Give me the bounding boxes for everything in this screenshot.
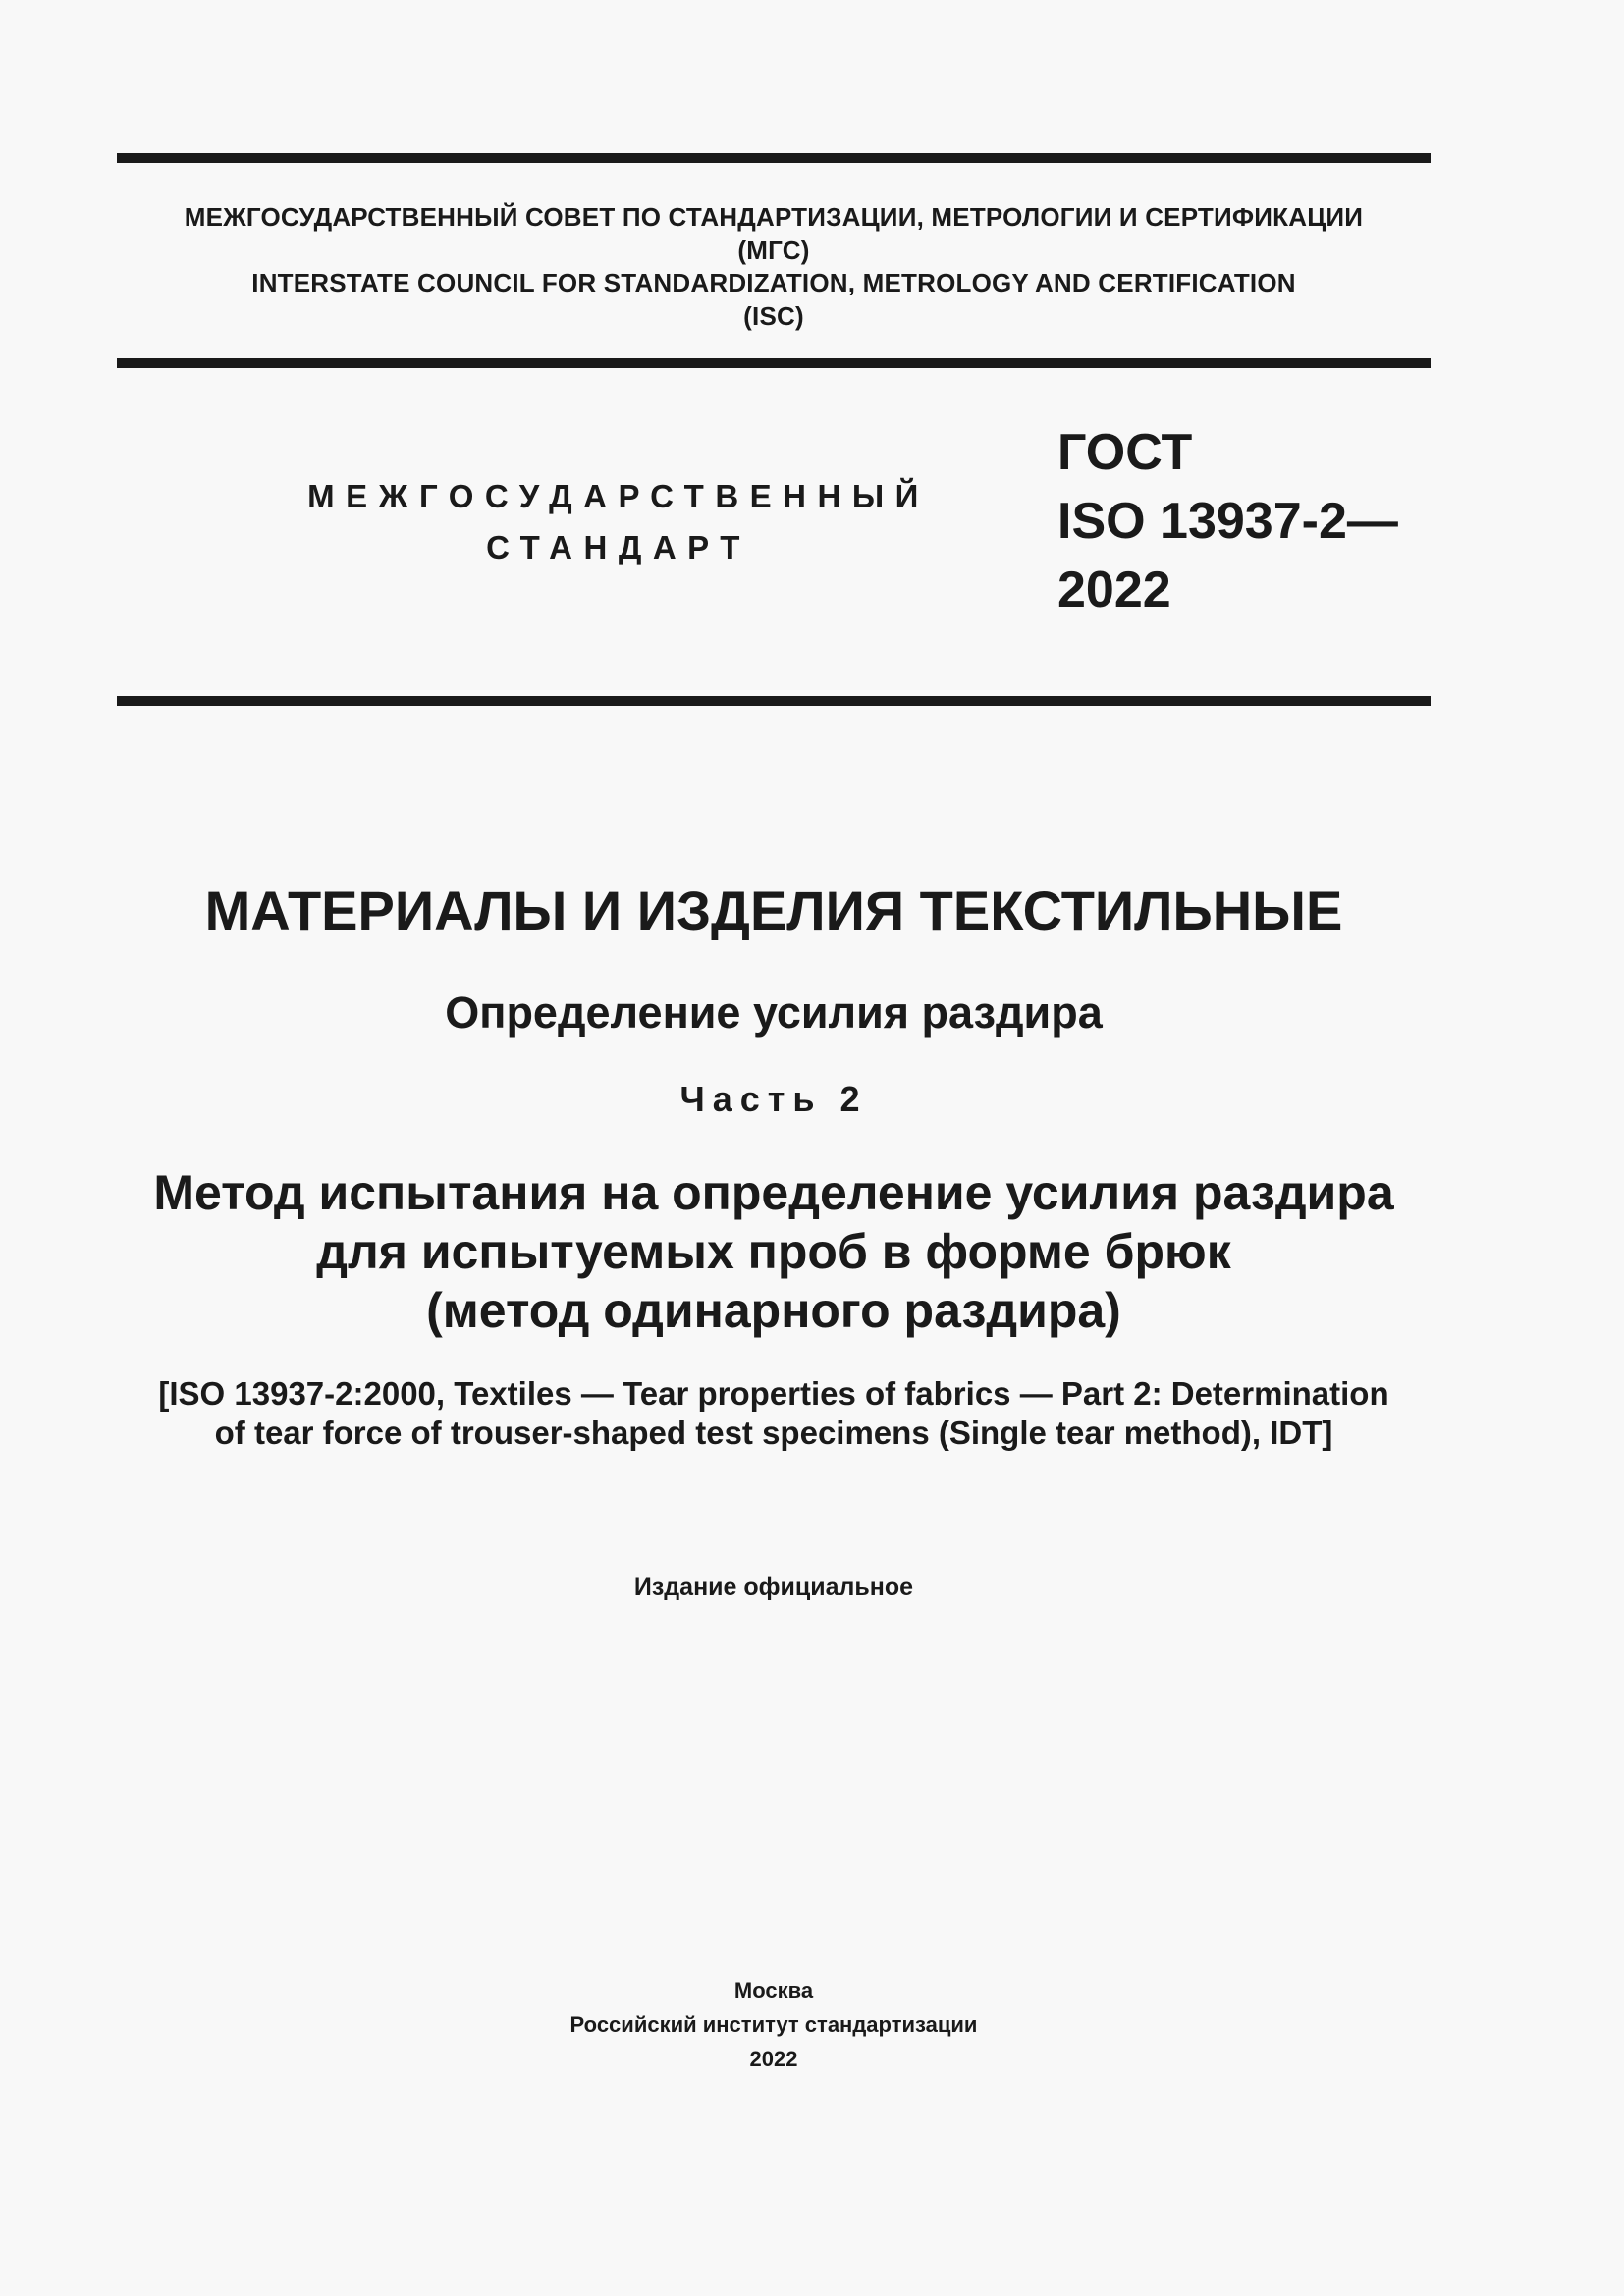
council-header [117,201,1431,333]
subtitle: Определение усилия раздира [445,988,1103,1038]
designation-line3: 2022 [1057,561,1171,618]
main-title: МАТЕРИАЛЫ И ИЗДЕЛИЯ ТЕКСТИЛЬНЫЕ [204,880,1343,941]
standard-type-line1: МЕЖГОСУДАРСТВЕННЫЙ [307,478,930,514]
council-name-ru: МЕЖГОСУДАРСТВЕННЫЙ СОВЕТ ПО СТАНДАРТИЗАЦИИ, МЕТРОЛОГИИ И СЕРТИФИКАЦИИ [184,202,1364,232]
designation-rule [117,696,1431,706]
imprint-publisher: Российский институт стандартизации [569,2012,978,2037]
imprint-city: Москва [733,1978,814,2002]
method-title-line3: (метод одинарного раздира) [426,1283,1121,1338]
council-rule [117,358,1431,368]
top-rule [117,153,1431,163]
council-name-en: INTERSTATE COUNCIL FOR STANDARDIZATION, METROLOGY AND CERTIFICATION [251,268,1296,297]
iso-reference [117,1374,1431,1453]
iso-reference-line2: of tear force of trouser-shaped test specimens (Single tear method), IDT] [214,1415,1333,1451]
council-abbr-ru: (МГС) [737,235,810,265]
imprint [117,1973,1431,2076]
standard-type-line2: СТАНДАРТ [486,529,751,565]
council-abbr-en: (ISC) [743,300,804,331]
edition-label: Издание официальное [633,1574,914,1601]
method-title [117,1163,1431,1340]
imprint-year: 2022 [749,2047,798,2071]
method-title-line1: Метод испытания на определение усилия раздира [153,1165,1394,1220]
designation-line2: ISO 13937-2— [1057,493,1398,550]
standard-designation [1057,418,1398,624]
part-label: Часть 2 [679,1079,868,1119]
designation-line1: ГОСТ [1057,424,1193,481]
iso-reference-line1: [ISO 13937-2:2000, Textiles — Tear properties of fabrics — Part 2: Determination [158,1375,1389,1412]
standard-type [226,471,1011,573]
method-title-line2: для испытуемых проб в форме брюк [316,1224,1231,1279]
